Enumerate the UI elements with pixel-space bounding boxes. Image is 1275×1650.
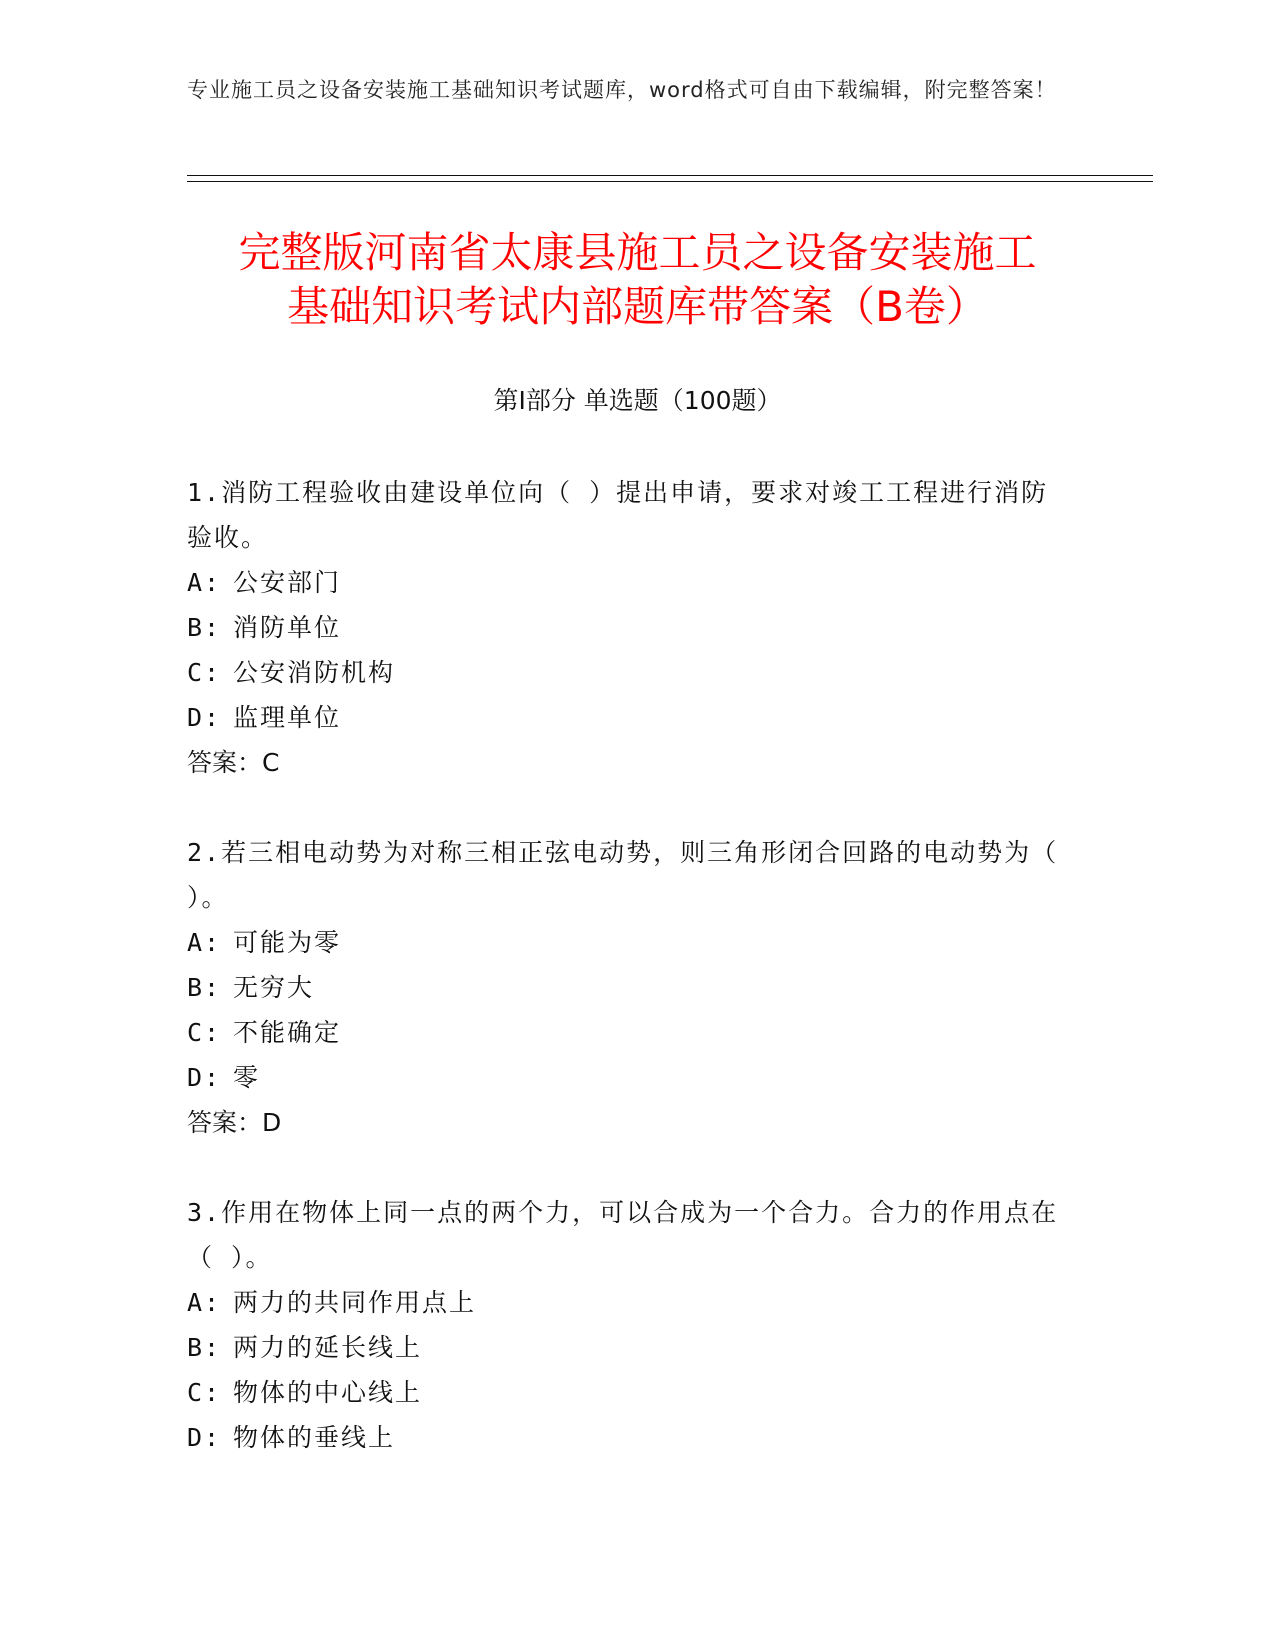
question-2 (187, 830, 1067, 1145)
question-3 (187, 1190, 1067, 1460)
option-b (187, 605, 1067, 650)
option-letter: C: (187, 1378, 222, 1407)
option-text: 两力的共同作用点上 (233, 1288, 477, 1317)
option-text: 零 (233, 1063, 261, 1092)
option-letter: D: (187, 1063, 222, 1092)
option-b (187, 1325, 1067, 1370)
section-title: 第Ⅰ部分 单选题（100题） (493, 386, 782, 415)
header-rule-bottom (187, 181, 1153, 182)
option-text: 消防单位 (233, 613, 342, 642)
question-1 (187, 470, 1067, 785)
question-text: 1.消防工程验收由建设单位向（ ）提出申请，要求对竣工工程进行消防验收。 (187, 478, 1049, 552)
option-letter: B: (187, 613, 222, 642)
option-letter: B: (187, 1333, 222, 1362)
option-letter: D: (187, 1423, 222, 1452)
option-letter: A: (187, 568, 222, 597)
option-letter: D: (187, 703, 222, 732)
option-letter: C: (187, 1018, 222, 1047)
option-c (187, 650, 1067, 695)
option-c (187, 1010, 1067, 1055)
option-text: 无穷大 (233, 973, 315, 1002)
option-text: 不能确定 (233, 1018, 342, 1047)
question-text: 2.若三相电动势为对称三相正弦电动势，则三角形闭合回路的电动势为（ ）。 (187, 838, 1059, 912)
option-text: 两力的延长线上 (233, 1333, 423, 1362)
option-a (187, 560, 1067, 605)
option-letter: A: (187, 1288, 222, 1317)
option-letter: B: (187, 973, 222, 1002)
document-title-line-1: 完整版河南省太康县施工员之设备安装施工 (238, 228, 1037, 277)
question-text: 3.作用在物体上同一点的两个力，可以合成为一个合力。合力的作用点在（ ）。 (187, 1198, 1059, 1272)
option-text: 公安部门 (233, 568, 342, 597)
option-letter: A: (187, 928, 222, 957)
option-d (187, 1415, 1067, 1460)
option-text: 监理单位 (233, 703, 342, 732)
option-text: 公安消防机构 (233, 658, 396, 687)
option-c (187, 1370, 1067, 1415)
option-a (187, 920, 1067, 965)
option-b (187, 965, 1067, 1010)
answer: 答案：D (187, 1108, 282, 1137)
header-rule-top (187, 175, 1153, 176)
document-title (130, 226, 1145, 334)
option-text: 物体的中心线上 (233, 1378, 423, 1407)
option-d (187, 1055, 1067, 1100)
question-list (187, 470, 1067, 1505)
answer: 答案：C (187, 748, 280, 777)
option-letter: C: (187, 658, 222, 687)
option-a (187, 1280, 1067, 1325)
option-d (187, 695, 1067, 740)
document-title-line-2: 基础知识考试内部题库带答案（B卷） (287, 282, 988, 331)
option-text: 可能为零 (233, 928, 342, 957)
header-note: 专业施工员之设备安装施工基础知识考试题库，word格式可自由下载编辑，附完整答案！ (187, 78, 1057, 102)
option-text: 物体的垂线上 (233, 1423, 396, 1452)
